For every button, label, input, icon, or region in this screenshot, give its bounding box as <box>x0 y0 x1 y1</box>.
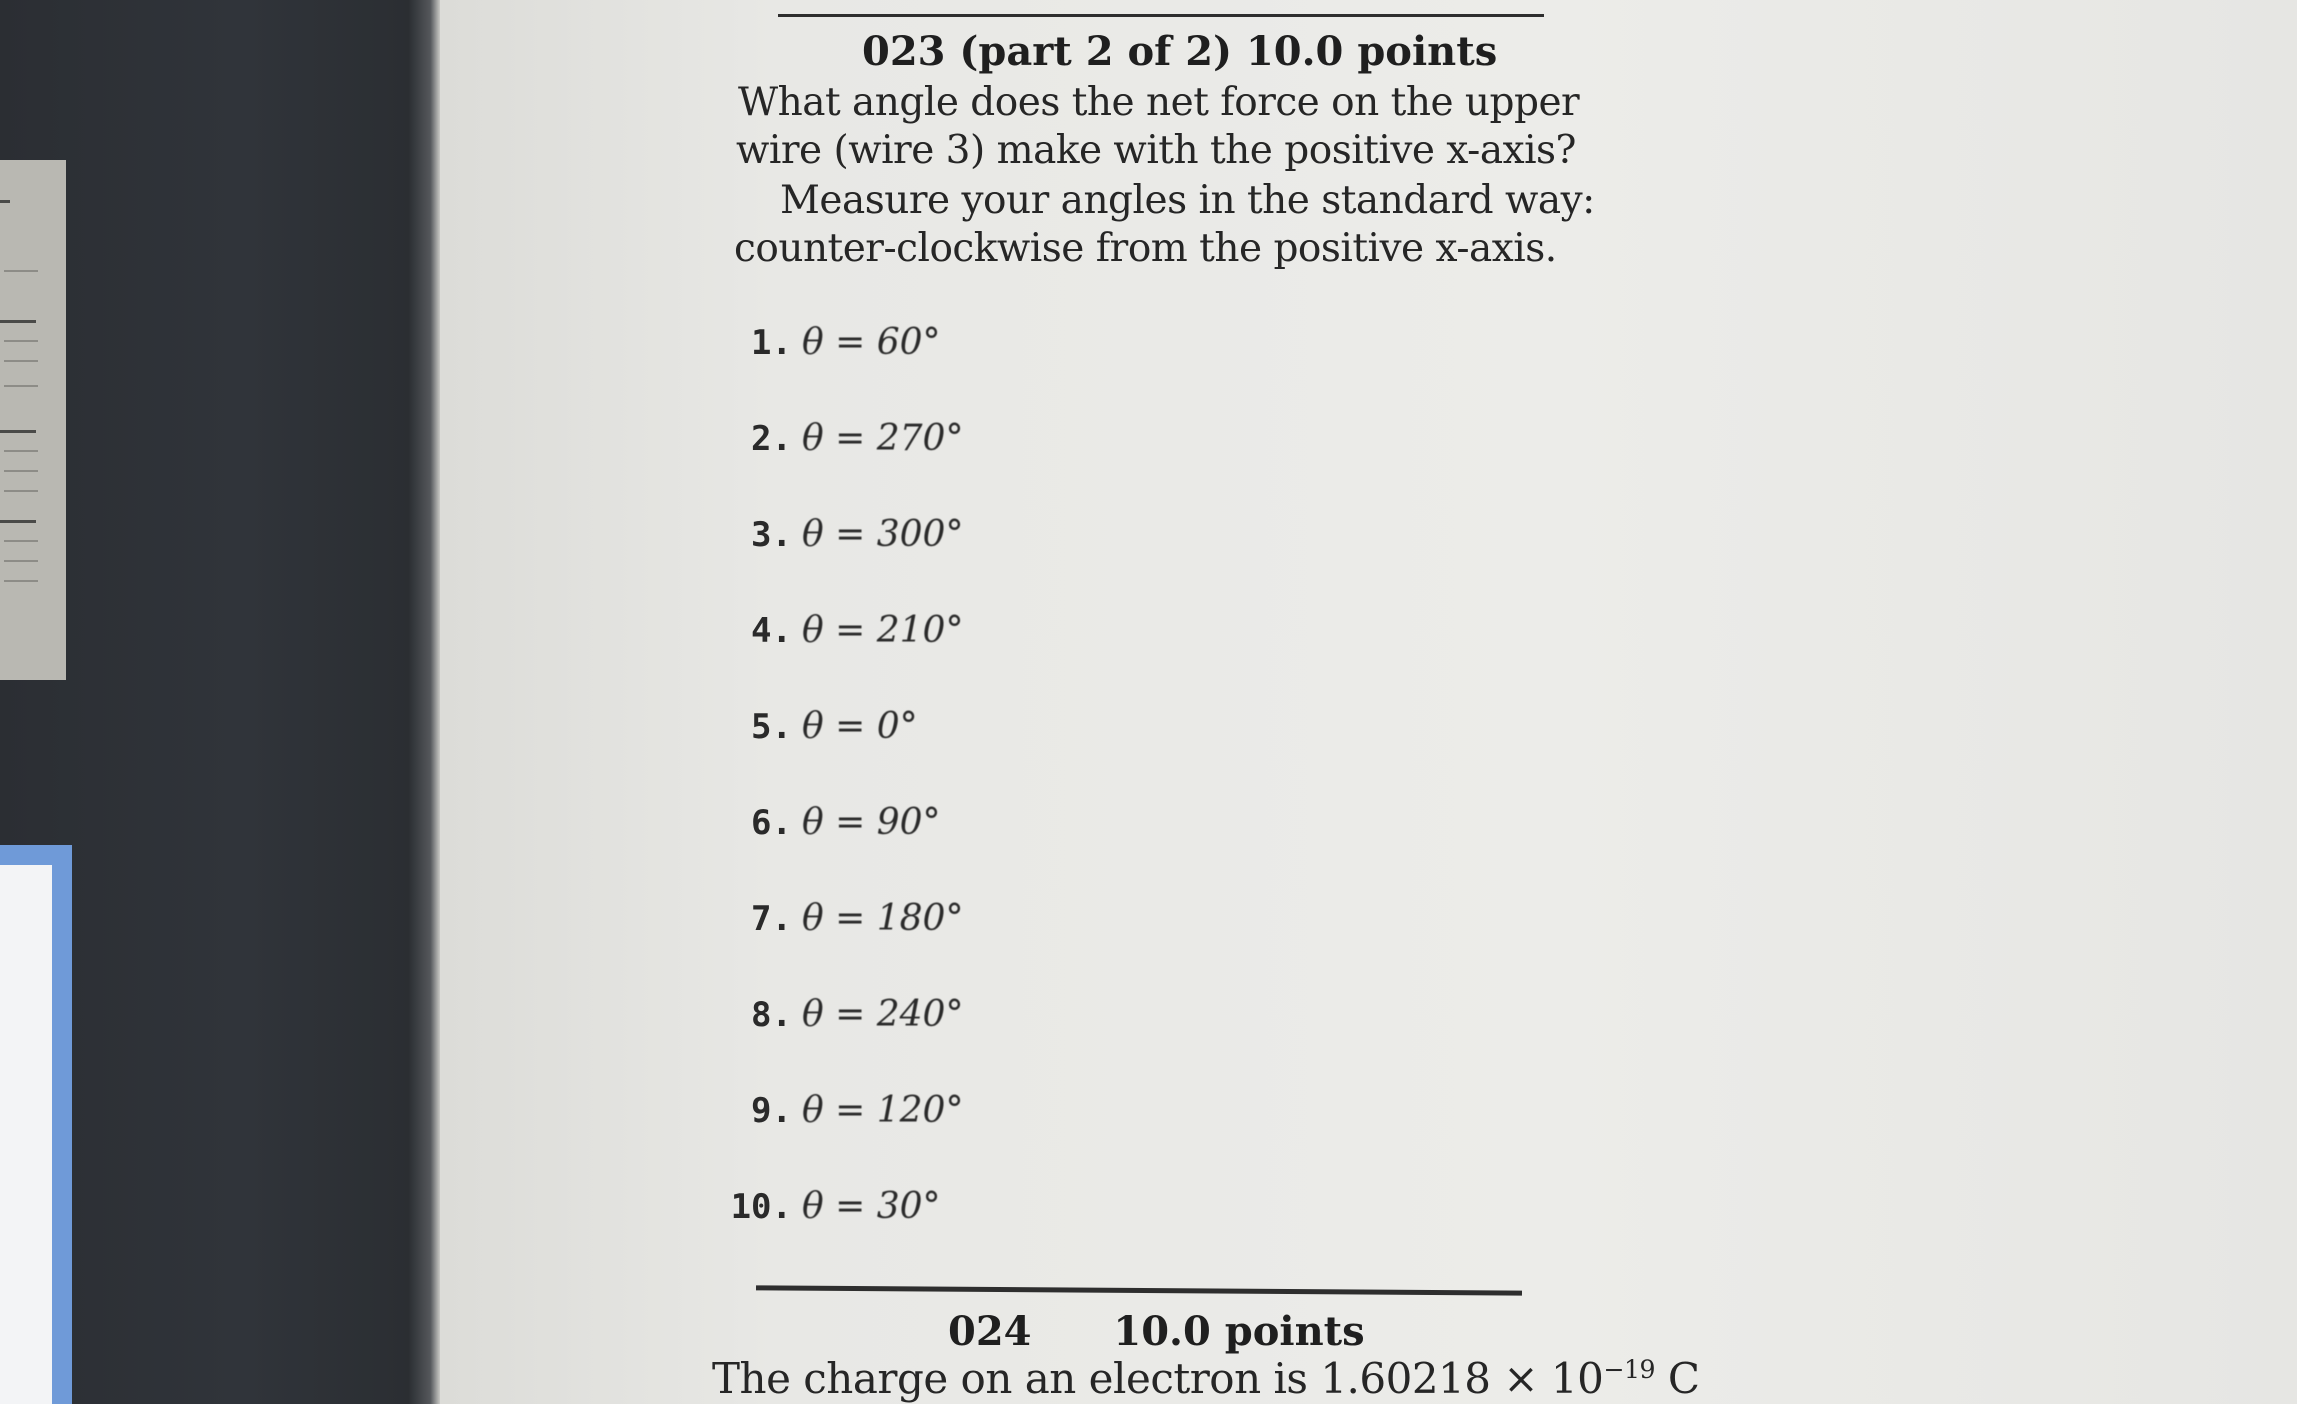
answer-choice-5[interactable] <box>740 706 1000 747</box>
top-divider <box>778 14 1544 17</box>
choice-answer: θ = 240° <box>802 994 964 1035</box>
question-24-exponent: −19 <box>1603 1355 1655 1384</box>
choice-answer: θ = 90° <box>802 802 941 843</box>
question-23-text-line-2: wire (wire 3) make with the positive x-axis? <box>736 128 1576 173</box>
thumbnail-text-line <box>4 360 38 362</box>
choice-answer: θ = 300° <box>802 514 964 555</box>
choice-number: 8. <box>751 995 792 1035</box>
question-24-text <box>712 1354 1700 1403</box>
thumbnail-text-line <box>4 450 38 452</box>
thumbnail-text-line <box>4 580 38 582</box>
question-23-instruction-line-2: counter-clockwise from the positive x-axis. <box>734 226 1557 271</box>
answer-choice-10[interactable] <box>716 1186 976 1227</box>
answer-choice-6[interactable] <box>740 802 1000 843</box>
choice-answer: θ = 180° <box>802 898 964 939</box>
question-24-unit: C <box>1667 1354 1700 1403</box>
choice-number: 7. <box>751 899 792 939</box>
background-window-content <box>0 865 52 1404</box>
choice-answer: θ = 210° <box>802 610 964 651</box>
background-window[interactable] <box>0 845 72 1404</box>
thumbnail-rule <box>0 520 36 523</box>
choice-answer: θ = 0° <box>802 706 918 747</box>
choice-answer: θ = 60° <box>802 322 941 363</box>
thumbnail-mark <box>0 200 10 203</box>
question-23-header: 023 (part 2 of 2) 10.0 points <box>862 28 1498 75</box>
document-thumbnail[interactable] <box>0 160 66 680</box>
choice-answer: θ = 120° <box>802 1090 964 1131</box>
question-24-points: 10.0 points <box>1113 1308 1365 1355</box>
thumbnail-rule <box>0 430 36 433</box>
choice-number: 1. <box>751 323 792 363</box>
choice-number: 5. <box>751 707 792 747</box>
answer-choice-1[interactable] <box>740 322 1000 363</box>
choice-number: 3. <box>751 515 792 555</box>
choice-answer: θ = 30° <box>802 1186 941 1227</box>
thumbnail-text-line <box>4 540 38 542</box>
thumbnail-text-line <box>4 470 38 472</box>
thumbnail-text-line <box>4 340 38 342</box>
thumbnail-text-line <box>4 385 38 387</box>
thumbnail-rule <box>0 320 36 323</box>
question-24-text-start: The charge on an electron is 1.60218 × 10 <box>712 1354 1604 1403</box>
answer-choice-3[interactable] <box>740 514 1000 555</box>
choice-number: 4. <box>751 611 792 651</box>
question-23-instruction-line-1: Measure your angles in the standard way: <box>780 178 1595 223</box>
choice-number: 9. <box>751 1091 792 1131</box>
answer-choice-8[interactable] <box>740 994 1000 1035</box>
thumbnail-text-line <box>4 560 38 562</box>
thumbnail-text-line <box>4 490 38 492</box>
choice-number: 6. <box>751 803 792 843</box>
thumbnail-text-line <box>4 270 38 272</box>
choice-answer: θ = 270° <box>802 418 964 459</box>
page-shadow <box>408 0 440 1404</box>
question-24-header <box>948 1308 1365 1355</box>
question-24-number: 024 <box>948 1308 1032 1355</box>
answer-choice-2[interactable] <box>740 418 1000 459</box>
answer-choice-9[interactable] <box>740 1090 1000 1131</box>
choice-number: 2. <box>751 419 792 459</box>
answer-choice-7[interactable] <box>740 898 1000 939</box>
choice-number: 10. <box>730 1187 792 1227</box>
question-23-text-line-1: What angle does the net force on the upper <box>738 80 1580 125</box>
answer-choice-4[interactable] <box>740 610 1000 651</box>
